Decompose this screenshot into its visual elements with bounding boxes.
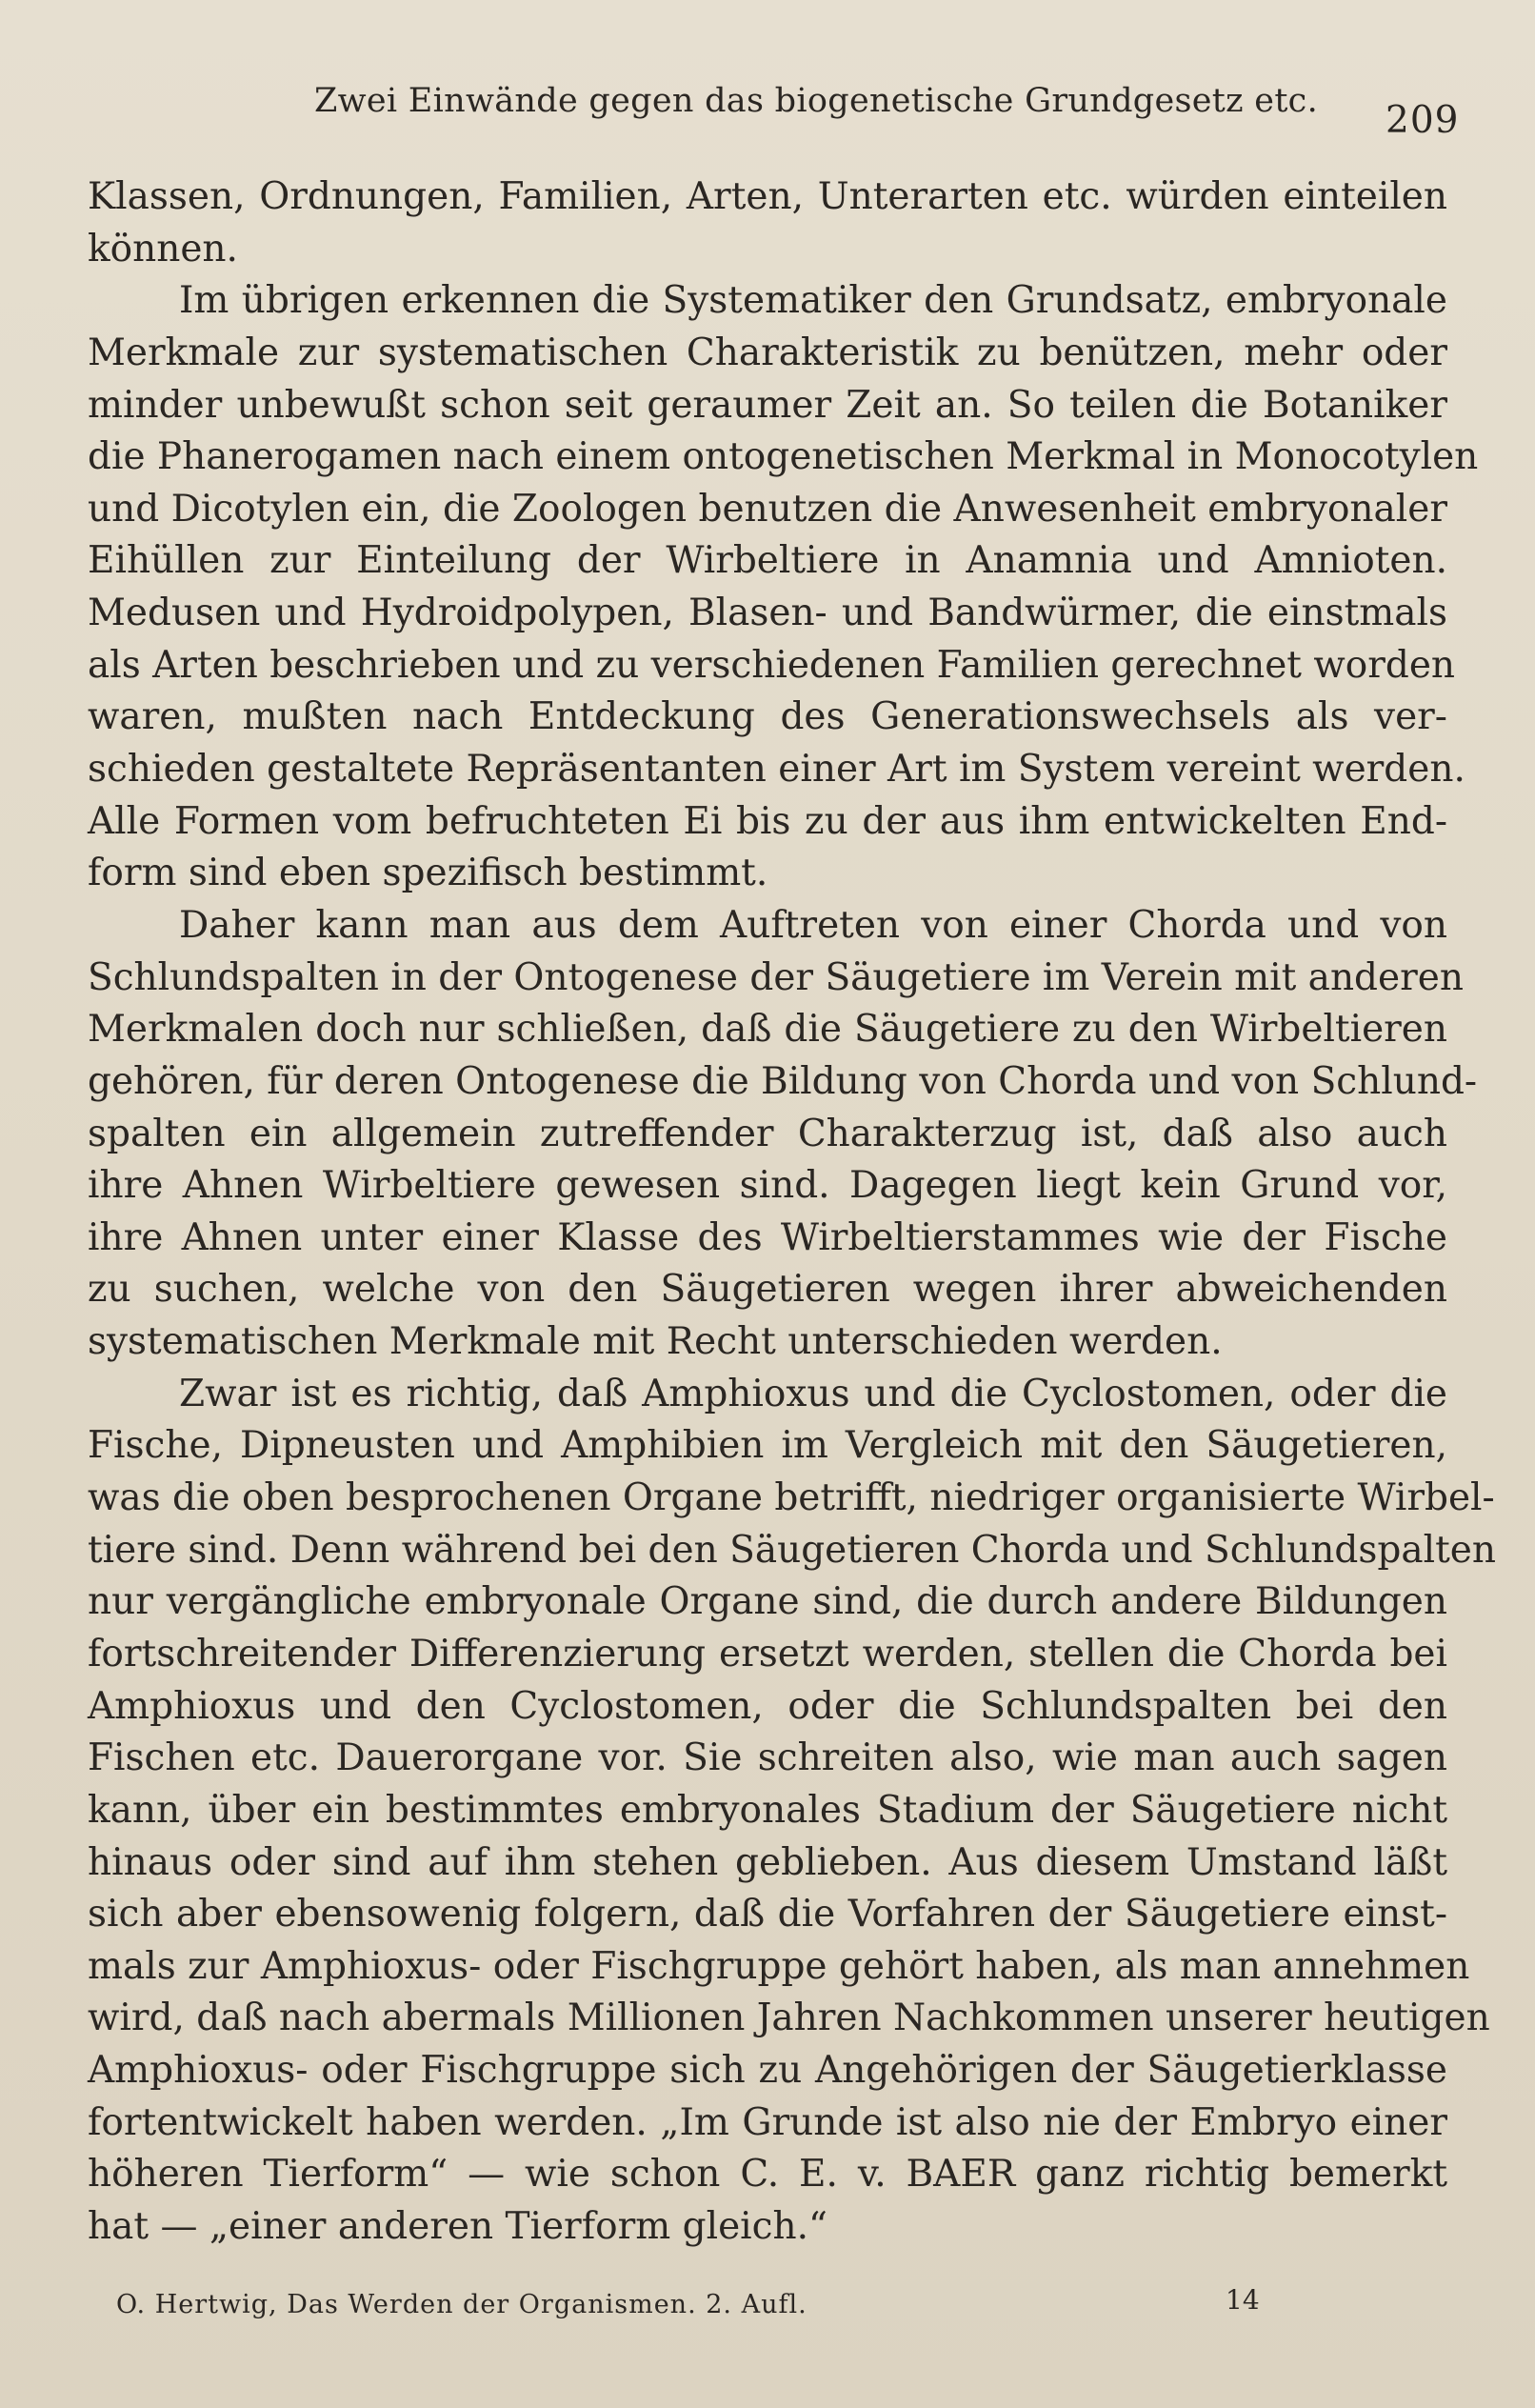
text-line: Amphioxus- oder Fischgruppe sich zu Angehörigen der Säugetierklasse (88, 2049, 1447, 2093)
text-line: sich aber ebensowenig folgern, daß die Vorfahren der Säugetiere einst- (88, 1893, 1447, 1936)
text-line: Eihüllen zur Einteilung der Wirbeltiere in Anamnia und Amnioten. (88, 539, 1447, 583)
text-line: Schlundspalten in der Ontogenese der Säugetiere im Verein mit anderen (88, 955, 1464, 999)
text-line: Merkmale zur systematischen Charakteristik zu benützen, mehr oder (88, 331, 1447, 374)
text-line: form sind eben spezifisch bestimmt. (88, 852, 768, 895)
text-line: spalten ein allgemein zutreffender Charakterzug ist, daß also auch (88, 1112, 1447, 1155)
running-head: Zwei Einwände gegen das biogenetische Grundgesetz etc. (314, 82, 1319, 120)
text-line: Zwar ist es richtig, daß Amphioxus und die Cyclostomen, oder die (179, 1372, 1447, 1415)
text-line: hinaus oder sind auf ihm stehen geblieben. Aus diesem Umstand läßt (88, 1840, 1447, 1884)
footer-citation: O. Hertwig, Das Werden der Organismen. 2. Aufl. (116, 2290, 807, 2319)
text-line: kann, über ein bestimmtes embryonales Stadium der Säugetiere nicht (88, 1788, 1447, 1832)
text-line: wird, daß nach abermals Millionen Jahren Nachkommen unserer heutigen (88, 1997, 1490, 2040)
text-line: minder unbewußt schon seit geraumer Zeit an. So teilen die Botaniker (88, 383, 1447, 427)
text-line: systematischen Merkmale mit Recht unterschieden werden. (88, 1320, 1223, 1364)
text-line: Im übrigen erkennen die Systematiker den Grundsatz, embryonale (179, 279, 1447, 323)
text-line: Fischen etc. Dauerorgane vor. Sie schreiten also, wie man auch sagen (88, 1736, 1447, 1780)
text-line: können. (88, 227, 238, 271)
text-line: Merkmalen doch nur schließen, daß die Säugetiere zu den Wirbeltieren (88, 1008, 1447, 1052)
text-line: waren, mußten nach Entdeckung des Generationswechsels als ver- (88, 695, 1447, 739)
text-line: als Arten beschrieben und zu verschiedenen Familien gerechnet worden (88, 643, 1456, 687)
body-text (88, 171, 1496, 2254)
text-line: ihre Ahnen unter einer Klasse des Wirbeltierstammes wie der Fische (88, 1215, 1447, 1259)
text-line: Alle Formen vom befruchteten Ei bis zu der aus ihm entwickelten End- (88, 799, 1447, 843)
text-line: mals zur Amphioxus- oder Fischgruppe gehört haben, als man annehmen (88, 1944, 1470, 1988)
text-line: was die oben besprochenen Organe betrifft, niedriger organisierte Wirbel- (88, 1476, 1495, 1520)
signature-mark: 14 (1226, 2284, 1260, 2316)
text-line: zu suchen, welche von den Säugetieren wegen ihrer abweichenden (88, 1268, 1447, 1312)
text-line: Amphioxus und den Cyclostomen, oder die Schlundspalten bei den (88, 1684, 1447, 1728)
text-line: tiere sind. Denn während bei den Säugetieren Chorda und Schlundspalten (88, 1528, 1496, 1572)
text-line: Klassen, Ordnungen, Familien, Arten, Unterarten etc. würden einteilen (88, 175, 1447, 218)
text-line: Medusen und Hydroidpolypen, Blasen- und Bandwürmer, die einstmals (88, 592, 1447, 635)
text-line: Daher kann man aus dem Auftreten von einer Chorda und von (179, 903, 1447, 947)
text-line: die Phanerogamen nach einem ontogenetischen Merkmal in Monocotylen (88, 435, 1479, 479)
text-line: schieden gestaltete Repräsentanten einer Art im System vereint werden. (88, 748, 1465, 792)
text-line: fortentwickelt haben werden. „Im Grunde ist also nie der Embryo einer (88, 2100, 1447, 2144)
text-line: höheren Tierform“ — wie schon C. E. v. BAER ganz richtig bemerkt (88, 2153, 1447, 2197)
text-line: nur vergängliche embryonale Organe sind, die durch andere Bildungen (88, 1580, 1447, 1624)
text-line: gehören, für deren Ontogenese die Bildung von Chorda und von Schlund- (88, 1059, 1478, 1103)
text-line: Fische, Dipneusten und Amphibien im Vergleich mit den Säugetieren, (88, 1424, 1447, 1468)
text-line: ihre Ahnen Wirbeltiere gewesen sind. Dagegen liegt kein Grund vor, (88, 1164, 1447, 1208)
page-number: 209 (1385, 99, 1460, 142)
text-line: fortschreitender Differenzierung ersetzt werden, stellen die Chorda bei (88, 1632, 1447, 1676)
text-line: hat — „einer anderen Tierform gleich.“ (88, 2204, 827, 2248)
text-line: und Dicotylen ein, die Zoologen benutzen die Anwesenheit embryonaler (88, 487, 1447, 531)
